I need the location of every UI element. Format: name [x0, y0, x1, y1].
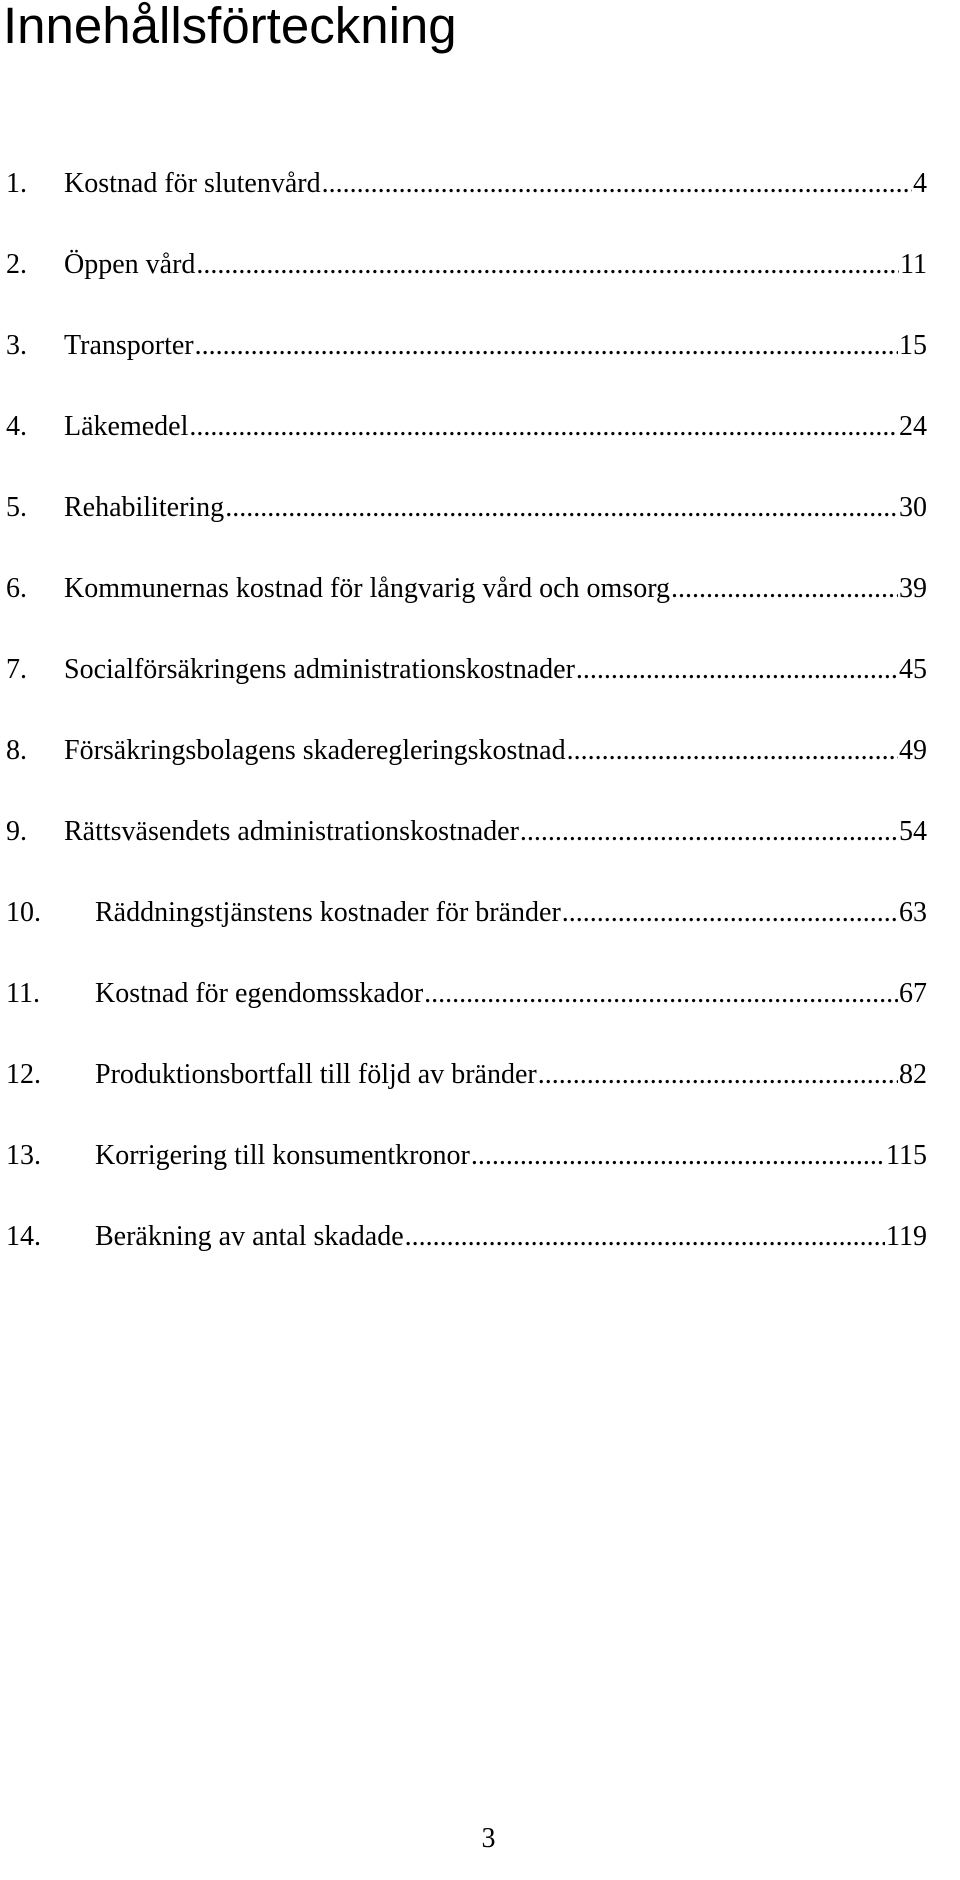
page-number: 3 [481, 1823, 496, 1854]
toc-dot-leader [567, 730, 898, 772]
toc-dot-leader [405, 1216, 885, 1258]
toc-entry-page: 4 [913, 168, 927, 199]
toc-entry-label: Transporter [64, 330, 194, 361]
toc-dot-leader [471, 1135, 885, 1177]
toc-entry-page: 115 [886, 1140, 927, 1171]
toc-dot-leader [562, 892, 898, 934]
toc-entry-label: Kommunernas kostnad för långvarig vård och omsorg [64, 573, 671, 604]
toc-entry[interactable] [0, 406, 960, 448]
toc-dot-leader [322, 163, 912, 205]
toc-entry-label: Produktionsbortfall till följd av bränder [95, 1059, 537, 1090]
toc-entry[interactable] [0, 1135, 960, 1177]
toc-entry-number: 2. [6, 249, 27, 280]
toc-entry-number: 14. [6, 1221, 41, 1252]
page-title: Innehållsförteckning [3, 0, 457, 54]
toc-entry-label: Kostnad för slutenvård [64, 168, 321, 199]
toc-entry-label: Öppen vård [64, 249, 196, 280]
toc-entry[interactable] [0, 487, 960, 529]
toc-entry-label: Socialförsäkringens administrationskostnader [64, 654, 575, 685]
toc-entry[interactable] [0, 1216, 960, 1258]
toc-entry-label: Korrigering till konsumentkronor [95, 1140, 470, 1171]
toc-dot-leader [196, 244, 899, 286]
toc-entry[interactable] [0, 811, 960, 853]
toc-entry-page: 39 [899, 573, 927, 604]
toc-entry-number: 6. [6, 573, 27, 604]
toc-entry-page: 82 [899, 1059, 927, 1090]
toc-entry-number: 7. [6, 654, 27, 685]
toc-entry[interactable] [0, 163, 960, 205]
toc-entry-label: Kostnad för egendomsskador [95, 978, 424, 1009]
toc-entry-page: 45 [899, 654, 927, 685]
toc-entry-number: 13. [6, 1140, 41, 1171]
toc-entry-page: 67 [899, 978, 927, 1009]
toc-entry[interactable] [0, 649, 960, 691]
toc-entry-page: 54 [899, 816, 927, 847]
toc-entry-label: Räddningstjänstens kostnader för bränder [95, 897, 561, 928]
toc-dot-leader [225, 487, 898, 529]
toc-entry[interactable] [0, 892, 960, 934]
toc-entry-number: 8. [6, 735, 27, 766]
toc-dot-leader [520, 811, 898, 853]
toc-dot-leader [189, 406, 898, 448]
toc-dot-leader [576, 649, 898, 691]
toc-entry-number: 12. [6, 1059, 41, 1090]
toc-entry-label: Rehabilitering [64, 492, 225, 523]
toc-entry[interactable] [0, 730, 960, 772]
toc-entry-label: Läkemedel [64, 411, 189, 442]
toc-entry[interactable] [0, 325, 960, 367]
toc-entry-page: 15 [899, 330, 927, 361]
toc-entry-number: 3. [6, 330, 27, 361]
toc-entry-page: 24 [899, 411, 927, 442]
toc-entry-number: 10. [6, 897, 41, 928]
toc-entry-number: 9. [6, 816, 27, 847]
toc-entry[interactable] [0, 568, 960, 610]
toc-dot-leader [195, 325, 898, 367]
toc-dot-leader [538, 1054, 898, 1096]
toc-entry-page: 30 [899, 492, 927, 523]
toc-entry-page: 49 [899, 735, 927, 766]
toc-entry-label: Rättsväsendets administrationskostnader [64, 816, 519, 847]
toc-dot-leader [671, 568, 898, 610]
toc-entry-page: 11 [900, 249, 927, 280]
toc-entry-number: 11. [6, 978, 40, 1009]
toc-entry[interactable] [0, 1054, 960, 1096]
toc-entry-page: 119 [886, 1221, 927, 1252]
toc-entry-label: Beräkning av antal skadade [95, 1221, 404, 1252]
toc-entry-page: 63 [899, 897, 927, 928]
toc-entry-label: Försäkringsbolagens skaderegleringskostnad [64, 735, 566, 766]
toc-entry[interactable] [0, 973, 960, 1015]
toc-entry-number: 4. [6, 411, 27, 442]
toc-entry-number: 1. [6, 168, 27, 199]
toc-dot-leader [424, 973, 898, 1015]
toc-entry-number: 5. [6, 492, 27, 523]
toc-entry[interactable] [0, 244, 960, 286]
